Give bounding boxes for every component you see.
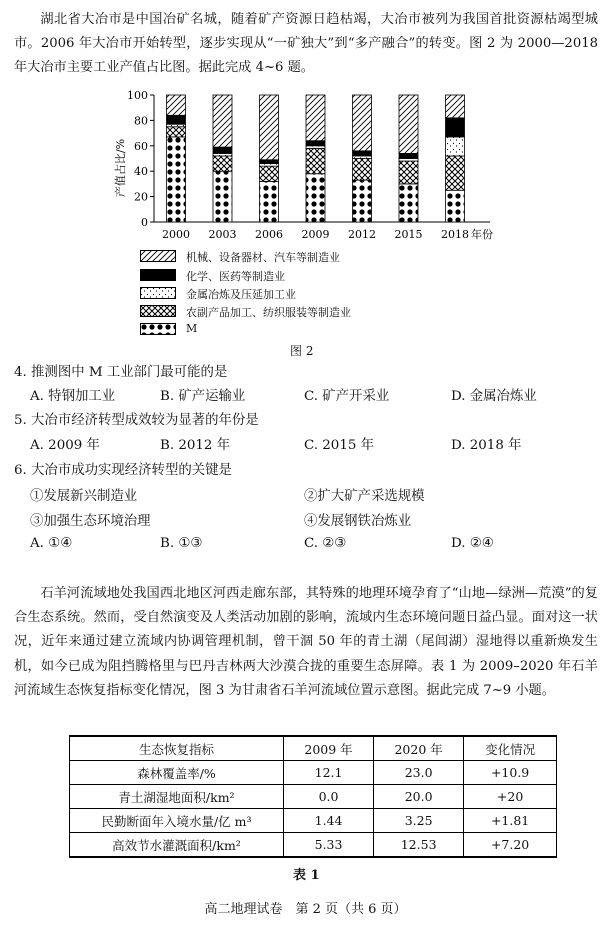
legend-label: 金属冶炼及压延加工业 <box>186 288 296 301</box>
q6-option-c[interactable]: C. ②③ <box>304 536 347 551</box>
eco-recovery-table <box>69 735 557 858</box>
table-header-cell: 2009 年 <box>284 736 374 761</box>
q6-option-d[interactable]: D. ②④ <box>451 536 494 551</box>
industry-share-chart <box>110 88 530 250</box>
x-axis-label: 年份 <box>471 228 493 241</box>
bar-segment <box>353 95 372 151</box>
table-cell: +7.20 <box>464 833 557 858</box>
table-caption: 表 1 <box>293 868 320 883</box>
x-tick-label: 2000 <box>162 228 190 241</box>
question-5-stem: 5. 大冶市经济转型成效较为显著的年份是 <box>14 413 259 428</box>
q6-item-3: ③加强生态环境治理 <box>30 514 151 529</box>
question-6-stem: 6. 大冶市成功实现经济转型的关键是 <box>14 463 232 478</box>
y-tick-label: 0 <box>141 216 148 229</box>
table-cell: +10.9 <box>464 761 557 785</box>
q5-option-c[interactable]: C. 2015 年 <box>304 438 375 453</box>
bar-segment <box>353 159 372 181</box>
bar-segment <box>399 95 418 153</box>
bar-segment <box>213 95 232 147</box>
table-cell: 森林覆盖率/% <box>70 761 284 785</box>
q5-option-a[interactable]: A. 2009 年 <box>30 438 100 453</box>
table-cell: 青土湖湿地面积/km² <box>70 785 284 809</box>
bar-segment <box>399 184 418 222</box>
q6-item-1: ①发展新兴制造业 <box>30 489 138 504</box>
bar-segment <box>167 137 186 222</box>
q4-option-a[interactable]: A. 特钢加工业 <box>30 389 116 404</box>
legend-label: M <box>186 322 198 335</box>
bar-segment <box>353 151 372 156</box>
bar-segment <box>399 161 418 184</box>
x-tick-label: 2003 <box>208 228 237 241</box>
bar-segment <box>306 141 325 146</box>
hatch-swatch <box>140 250 176 262</box>
legend-label: 农副产品加工、纺织服装等制造业 <box>186 306 351 319</box>
bar-segment <box>213 171 232 222</box>
q6-item-4: ④发展钢铁冶炼业 <box>304 514 412 529</box>
table-cell: 5.33 <box>284 833 374 858</box>
table-cell: +1.81 <box>464 809 557 833</box>
q4-option-c[interactable]: C. 矿产开采业 <box>304 389 390 404</box>
y-axis-label: 产值占比/% <box>114 138 127 198</box>
solid-swatch <box>140 269 176 281</box>
q6-option-b[interactable]: B. ①③ <box>160 536 203 551</box>
x-tick-label: 2015 <box>394 228 423 241</box>
table-row <box>70 833 557 858</box>
page-footer: 高二地理试卷 第 2 页（共 6 页） <box>204 902 407 917</box>
table-header-row <box>70 736 557 761</box>
bar-segment <box>213 147 232 153</box>
passage-dayé-intro: 湖北省大冶市是中国冶矿名城，随着矿产资源日趋枯竭，大冶市被列为我国首批资源枯竭型城市。2006 年大冶市开始转型，逐步实现从“一矿独大”到“多产融合”的转变。图 2 为 2000—2018 年大冶市主要工业产值占比图。据此完成 4~6 题。 <box>14 12 598 76</box>
x-tick-label: 2006 <box>255 228 283 241</box>
table-header-cell: 生态恢复指标 <box>70 736 284 761</box>
bar-segment <box>167 115 186 124</box>
y-tick-label: 100 <box>127 89 148 102</box>
cross-swatch <box>140 305 176 317</box>
bar-segment <box>167 127 186 137</box>
table-header-cell: 2020 年 <box>374 736 464 761</box>
q4-option-d[interactable]: D. 金属冶炼业 <box>451 389 537 404</box>
bar-segment <box>260 160 279 164</box>
bar-segment <box>446 156 465 190</box>
bar-segment <box>260 181 279 222</box>
table-cell: 23.0 <box>374 761 464 785</box>
q4-option-b[interactable]: B. 矿产运输业 <box>160 389 246 404</box>
y-tick-label: 80 <box>134 114 148 128</box>
table-cell: 12.53 <box>374 833 464 858</box>
table-cell: 1.44 <box>284 809 374 833</box>
bar-segment <box>446 137 465 156</box>
passage-shiyang-river: 石羊河流域地处我国西北地区河西走廊东部，其特殊的地理环境孕育了“山地—绿洲—荒漠”的复合生态系统。然而，受自然演变及人类活动加剧的影响，流域内生态环境问题日益凸显。面对这一状况，近年来通过建立流域内协调管理机制，曾干涸 50 年的青土湖（尾闾湖）湿地得以重新焕发生机，如今已成为阻挡腾格里与巴丹吉林两大沙漠合拢的重要生态屏障。表 1 为 2009–2020 年石羊河流域生态恢复指标变化情况，图 3 为甘肃省石羊河流域位置示意图。据此完成 7~9 小题。 <box>14 586 598 698</box>
q5-option-b[interactable]: B. 2012 年 <box>160 438 231 453</box>
bar-segment <box>213 156 232 171</box>
table-row <box>70 809 557 833</box>
table-cell: 0.0 <box>284 785 374 809</box>
bar-segment <box>306 95 325 141</box>
y-tick-label: 60 <box>134 139 148 153</box>
x-tick-label: 2012 <box>348 228 376 241</box>
x-tick-label: 2009 <box>301 228 330 241</box>
bar-segment <box>446 118 465 137</box>
table-cell: 12.1 <box>284 761 374 785</box>
q5-option-d[interactable]: D. 2018 年 <box>451 438 522 453</box>
bar-segment <box>353 180 372 222</box>
question-4-stem: 4. 推测图中 M 工业部门最可能的是 <box>14 365 228 380</box>
table-cell: 20.0 <box>374 785 464 809</box>
table-cell: 3.25 <box>374 809 464 833</box>
bar-segment <box>446 190 465 222</box>
speckle-swatch <box>140 287 176 299</box>
dots-swatch <box>140 323 176 335</box>
q6-option-a[interactable]: A. ①④ <box>30 536 73 551</box>
legend-label: 化学、医药等制造业 <box>186 270 285 283</box>
legend-label: 机械、设备器材、汽车等制造业 <box>186 251 340 264</box>
bar-segment <box>260 95 279 160</box>
bar-segment <box>399 153 418 158</box>
table-cell: +20 <box>464 785 557 809</box>
table-cell: 民勤断面年入境水量/亿 m³ <box>70 809 284 833</box>
y-tick-label: 40 <box>134 165 148 179</box>
table-cell: 高效节水灌溉面积/km² <box>70 833 284 858</box>
table-row <box>70 761 557 785</box>
bar-segment <box>260 166 279 181</box>
bar-segment <box>446 95 465 118</box>
bar-segment <box>306 148 325 173</box>
x-tick-label: 2018 <box>441 228 469 241</box>
y-tick-label: 20 <box>134 190 148 204</box>
table-header-cell: 变化情况 <box>464 736 557 761</box>
figure-caption: 图 2 <box>290 344 314 358</box>
bar-segment <box>306 174 325 222</box>
table-row <box>70 785 557 809</box>
q6-item-2: ②扩大矿产采选规模 <box>304 489 425 504</box>
bar-segment <box>167 95 186 115</box>
